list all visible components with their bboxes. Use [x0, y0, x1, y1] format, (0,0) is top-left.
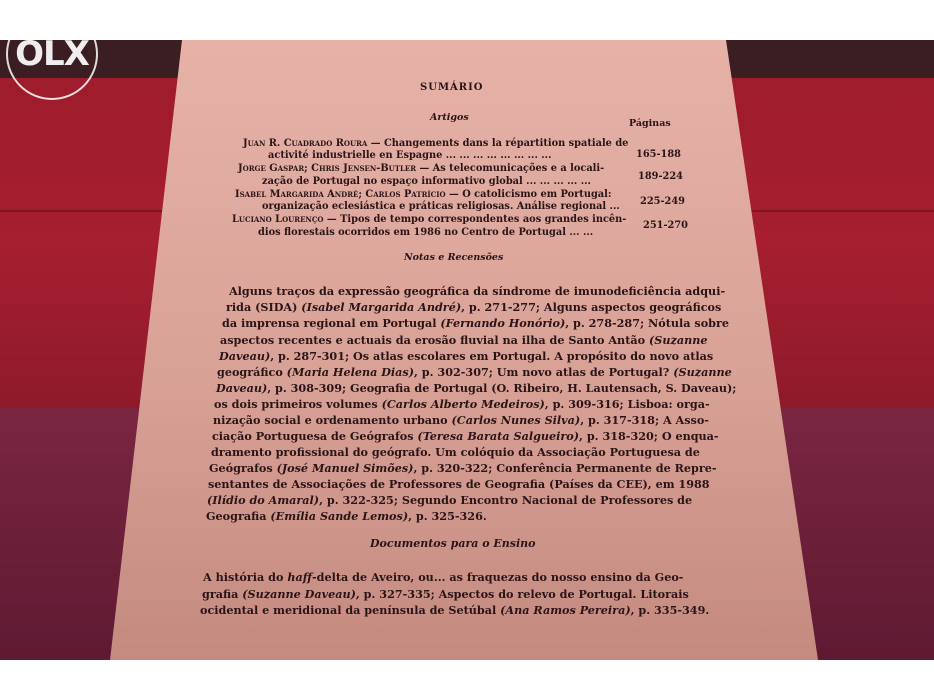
notas-line	[213, 413, 709, 427]
text-run: -delta de Aveiro, ou... as fraquezas do nosso ensino da Geo-	[312, 570, 684, 584]
documentos-line	[203, 570, 683, 584]
article-1-title-part-1: — Changements dans la répartition spatiale de	[367, 138, 629, 149]
notas-line	[229, 284, 725, 298]
author-credit: (Emília Sande Lemos)	[270, 509, 409, 523]
notas-line	[217, 365, 732, 379]
article-3-title-part-1: — O catolicismo em Portugal:	[445, 189, 612, 200]
article-3-pages: 225-249	[640, 196, 685, 207]
notas-line	[208, 477, 710, 491]
author-credit: Daveau)	[219, 349, 271, 363]
text-run: , p. 308-309; Geografia de Portugal (O. Ribeiro, H. Lautensach, S. Daveau);	[267, 381, 737, 395]
article-3-line-1	[235, 189, 612, 200]
text-run: Geógrafos	[209, 461, 277, 475]
article-2-line-1	[238, 163, 604, 174]
text-run: geográfico	[217, 365, 287, 379]
notas-line	[219, 349, 713, 363]
article-3-author: Isabel Margarida André; Carlos Patrício	[235, 189, 446, 200]
pages-column-header: Páginas	[629, 118, 671, 129]
notas-line	[220, 333, 707, 347]
text-run: , p. 322-325; Segundo Encontro Nacional de Professores de	[319, 493, 693, 507]
article-1-line-1	[243, 138, 628, 149]
author-credit: (Ilídio do Amaral)	[207, 493, 320, 507]
author-credit: (Carlos Alberto Medeiros)	[381, 397, 545, 411]
text-run: , p. 335-349.	[630, 603, 710, 617]
text-run: Geografia	[206, 509, 271, 523]
text-run: os dois primeiros volumes	[214, 397, 382, 411]
article-1-author: Juan R. Cuadrado Roura	[243, 138, 368, 149]
article-1-line-2: activité industrielle en Espagne ... ... ... ... ... ... ... ...	[268, 150, 552, 161]
article-2-line-2: zação de Portugal no espaço informativo global ... ... ... ... ...	[262, 176, 591, 187]
notas-line	[222, 316, 729, 330]
author-credit: (Fernando Honório)	[440, 316, 566, 330]
text-run: rida (SIDA)	[226, 300, 302, 314]
article-2-author: Jorge Gaspar; Chris Jensen-Butler	[238, 163, 417, 174]
text-run: , p. 302-307; Um novo atlas de Portugal?	[414, 365, 674, 379]
article-2-title-part-1: — As telecomunicações e a locali-	[416, 163, 605, 174]
text-run: , p. 287-301; Os atlas escolares em Portugal. A propósito do novo atlas	[270, 349, 714, 363]
section-heading-documentos: Documentos para o Ensino	[370, 537, 536, 550]
text-run: , p. 309-316; Lisboa: orga-	[544, 397, 710, 411]
author-credit: (Suzanne Daveau)	[242, 587, 356, 601]
article-1-pages: 165-188	[636, 149, 681, 160]
text-run: nização social e ordenamento urbano	[213, 413, 452, 427]
notas-line	[216, 381, 736, 395]
notas-line	[206, 509, 487, 523]
documentos-line	[202, 587, 689, 601]
author-credit: Daveau)	[216, 381, 268, 395]
text-run: sentantes de Associações de Professores de Geografia (Países da CEE), em 1988	[208, 477, 710, 491]
documentos-line	[200, 603, 709, 617]
text-run: dramento profissional do geógrafo. Um colóquio da Associação Portuguesa de	[211, 445, 700, 459]
author-credit: (Teresa Barata Salgueiro)	[417, 429, 580, 443]
text-run: , p. 317-318; A Asso-	[580, 413, 709, 427]
text-run: , p. 320-322; Conferência Permanente de Repre-	[413, 461, 717, 475]
section-heading-artigos: Artigos	[430, 112, 469, 123]
article-4-line-1	[232, 214, 626, 225]
author-credit: (Suzanne	[673, 365, 732, 379]
text-run: ciação Portuguesa de Geógrafos	[212, 429, 418, 443]
author-credit: haff	[287, 570, 312, 584]
text-run: , p. 318-320; O enqua-	[579, 429, 719, 443]
author-credit: (Carlos Nunes Silva)	[451, 413, 581, 427]
article-4-title-part-1: — Tipos de tempo correspondentes aos grandes incên-	[323, 214, 627, 225]
author-credit: (Isabel Margarida André)	[301, 300, 462, 314]
notas-line	[211, 445, 700, 459]
text-run: , p. 327-335; Aspectos do relevo de Portugal. Litorais	[355, 587, 689, 601]
text-run: , p. 278-287; Nótula sobre	[565, 316, 729, 330]
section-heading-notas: Notas e Recensões	[404, 252, 504, 263]
text-run: da imprensa regional em Portugal	[222, 316, 441, 330]
olx-logo-watermark	[6, 8, 98, 100]
page-title: SUMÁRIO	[420, 82, 484, 93]
author-credit: (Ana Ramos Pereira)	[500, 603, 631, 617]
article-3-line-2: organização eclesiástica e práticas religiosas. Análise regional ...	[262, 201, 620, 212]
text-run: aspectos recentes e actuais da erosão fluvial na ilha de Santo Antão	[220, 333, 649, 347]
article-4-author: Luciano Lourenço	[232, 214, 324, 225]
notas-line	[226, 300, 721, 314]
article-4-line-2: dios florestais ocorridos em 1986 no Centro de Portugal ... ...	[258, 227, 594, 238]
text-run: A história do	[203, 570, 288, 584]
text-run: , p. 271-277; Alguns aspectos geográficos	[461, 300, 722, 314]
text-run: , p. 325-326.	[408, 509, 487, 523]
author-credit: (Maria Helena Dias)	[286, 365, 415, 379]
text-run: grafia	[202, 587, 243, 601]
text-run: ocidental e meridional da península de Setúbal	[200, 603, 501, 617]
author-credit: (Suzanne	[648, 333, 708, 347]
notas-line	[207, 493, 692, 507]
author-credit: (José Manuel Simões)	[276, 461, 414, 475]
article-4-pages: 251-270	[643, 220, 688, 231]
article-2-pages: 189-224	[638, 171, 683, 182]
notas-line	[214, 397, 710, 411]
notas-line	[212, 429, 719, 443]
notas-line	[209, 461, 717, 475]
olx-logo-text: OLX	[15, 34, 89, 74]
text-run: Alguns traços da expressão geográfica da síndrome de imunodeficiência adqui-	[229, 284, 726, 298]
